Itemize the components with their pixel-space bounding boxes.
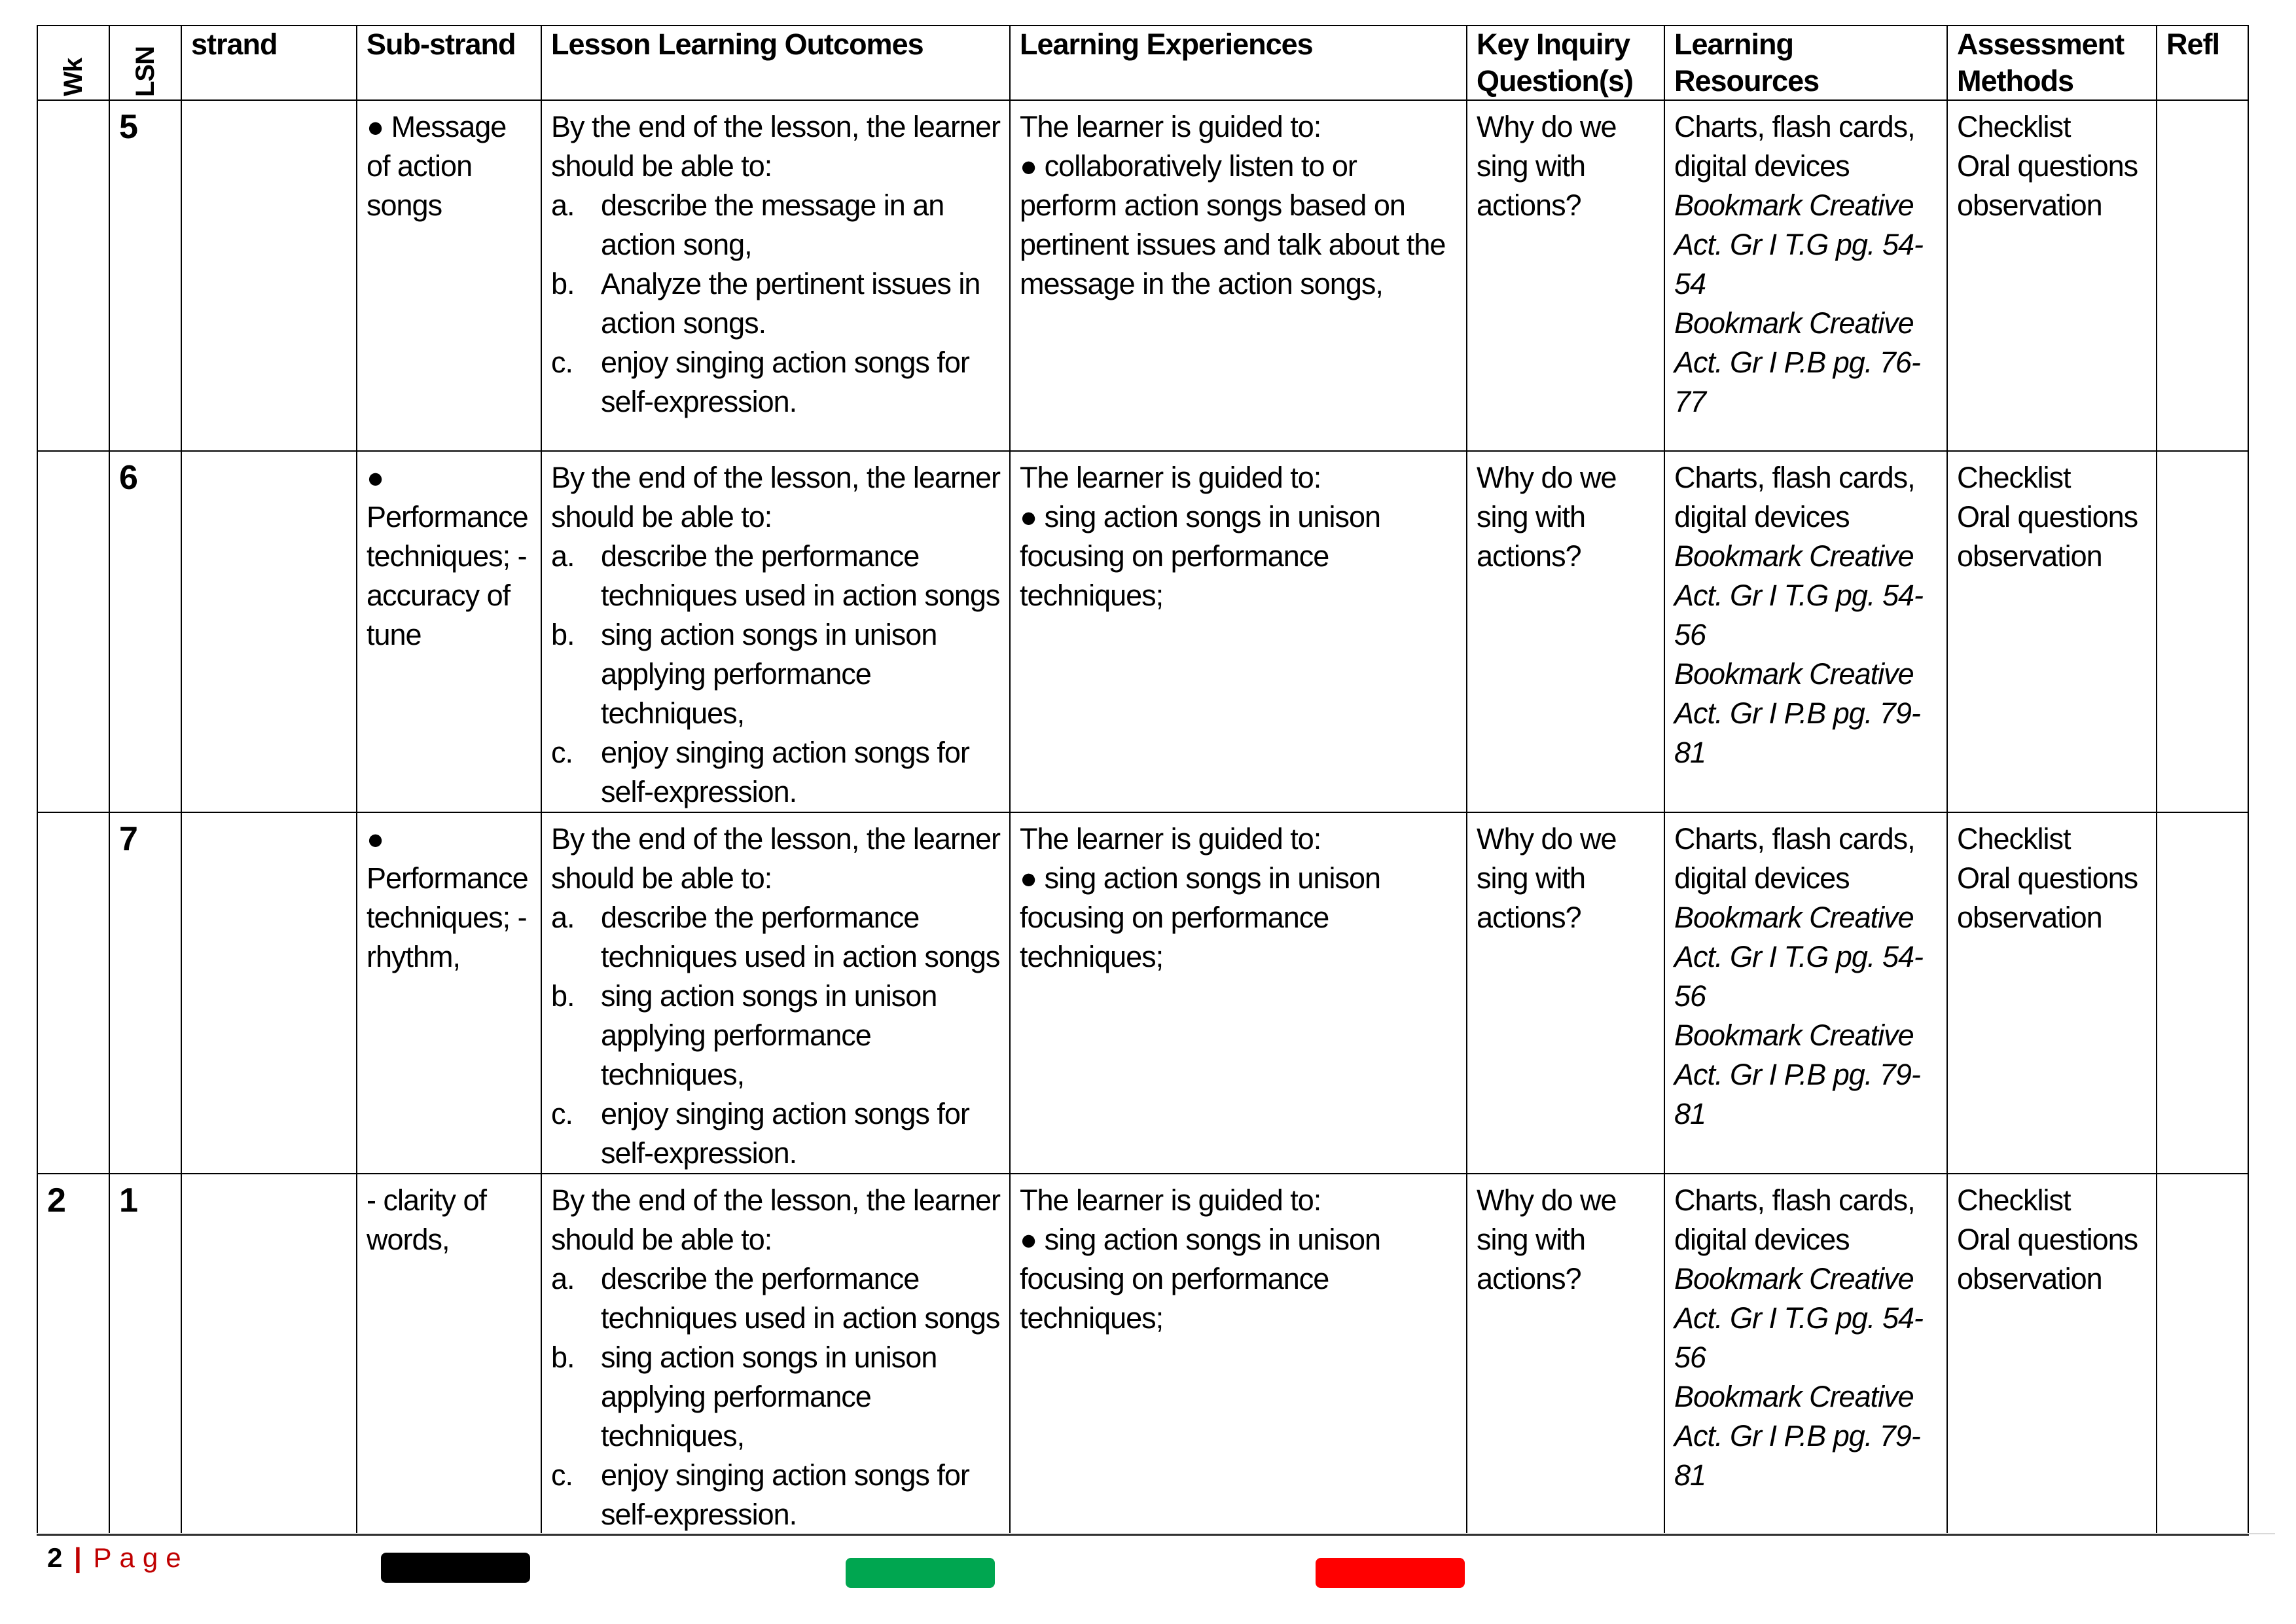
header-learning-experiences: Learning Experiences [1010, 26, 1467, 100]
outcome-intro: By the end of the lesson, the learner should be able to: [551, 110, 1000, 183]
assessment-method: Oral questions [1957, 149, 2138, 183]
experience-intro: The learner is guided to: [1020, 1183, 1321, 1217]
resource-materials: Charts, flash cards, digital devices [1674, 110, 1915, 183]
experience-text: ● collaboratively listen to or perform action songs based on pertinent issues and talk about the message in the action songs, [1020, 149, 1446, 300]
outcome-intro: By the end of the lesson, the learner should be able to: [551, 822, 1000, 895]
outcome-text: describe the performance techniques used in action songs [601, 539, 1000, 612]
learning-outcomes-cell [541, 100, 1010, 451]
experience-intro: The learner is guided to: [1020, 110, 1321, 143]
week-cell [37, 812, 109, 1174]
outcome-marker: b. [551, 267, 575, 300]
outcome-item [551, 1338, 1000, 1456]
header-week [37, 26, 109, 100]
reflection-cell [2157, 812, 2248, 1174]
header-learning-outcomes: Lesson Learning Outcomes [541, 26, 1010, 100]
lesson-number-cell: 5 [109, 100, 181, 451]
experience-text: ● sing action songs in unison focusing on performance techniques; [1020, 500, 1381, 612]
table-row [37, 451, 2248, 812]
outcome-text: describe the performance techniques used in action songs [601, 901, 1000, 973]
key-inquiry-cell: Why do we sing with actions? [1467, 1174, 1664, 1535]
outcome-marker: c. [551, 736, 573, 769]
reflection-cell [2157, 100, 2248, 451]
header-key-inquiry: Key Inquiry Question(s) [1467, 26, 1664, 100]
strand-cell [181, 1174, 357, 1535]
assessment-cell [1947, 451, 2157, 812]
outcome-list [551, 537, 1000, 812]
outcome-marker: a. [551, 539, 575, 573]
assessment-method: observation [1957, 539, 2102, 573]
week-cell [37, 100, 109, 451]
learning-experiences-cell [1010, 451, 1467, 812]
table-row [37, 100, 2248, 451]
assessment-method: observation [1957, 189, 2102, 222]
outcome-marker: c. [551, 346, 573, 379]
outcome-marker: b. [551, 618, 575, 651]
table-row [37, 812, 2248, 1174]
outcome-text: sing action songs in unison applying performance techniques, [601, 618, 937, 730]
assessment-method: observation [1957, 901, 2102, 934]
learning-experiences-cell [1010, 812, 1467, 1174]
table-row [37, 1174, 2248, 1535]
outcome-text: sing action songs in unison applying performance techniques, [601, 1341, 937, 1453]
flag-bar-green [846, 1558, 995, 1588]
assessment-method: observation [1957, 1262, 2102, 1295]
sub-strand-cell: ● Message of action songs [357, 100, 541, 451]
outcome-marker: c. [551, 1097, 573, 1130]
week-cell: 2 [37, 1174, 109, 1535]
assessment-method: Oral questions [1957, 1223, 2138, 1256]
header-sub-strand: Sub-strand [357, 26, 541, 100]
resource-reference: Bookmark Creative Act. Gr I P.B pg. 76-77 [1674, 306, 1920, 418]
outcome-list [551, 1259, 1000, 1534]
learning-outcomes-cell [541, 812, 1010, 1174]
outcome-item [551, 343, 1000, 422]
learning-outcomes-cell [541, 451, 1010, 812]
outcome-text: enjoy singing action songs for self-expression. [601, 736, 969, 808]
page-footer [47, 1540, 189, 1576]
experience-text: ● sing action songs in unison focusing on performance techniques; [1020, 861, 1381, 973]
scheme-of-work-table [37, 25, 2249, 1536]
outcome-marker: a. [551, 189, 575, 222]
header-lesson-label: LSN [131, 46, 160, 97]
assessment-method: Oral questions [1957, 861, 2138, 895]
outcome-item [551, 733, 1000, 812]
outcome-item [551, 1456, 1000, 1534]
outcome-text: enjoy singing action songs for self-expression. [601, 1458, 969, 1531]
lesson-number-cell: 7 [109, 812, 181, 1174]
scheme-of-work-sheet [37, 25, 2248, 1536]
assessment-method: Checklist [1957, 461, 2071, 494]
outcome-text: enjoy singing action songs for self-expression. [601, 346, 969, 418]
outcome-marker: a. [551, 1262, 575, 1295]
learning-resources-cell [1664, 100, 1947, 451]
resource-reference: Bookmark Creative Act. Gr I T.G pg. 54-54 [1674, 189, 1923, 300]
resource-reference: Bookmark Creative Act. Gr I P.B pg. 79-81 [1674, 1380, 1920, 1492]
lesson-number-cell: 1 [109, 1174, 181, 1535]
resource-reference: Bookmark Creative Act. Gr I T.G pg. 54-56 [1674, 901, 1923, 1013]
outcome-item [551, 615, 1000, 733]
outcome-text: enjoy singing action songs for self-expression. [601, 1097, 969, 1170]
outcome-list [551, 186, 1000, 422]
sub-strand-cell: ● Performance techniques; - accuracy of tune [357, 451, 541, 812]
header-lesson [109, 26, 181, 100]
resource-reference: Bookmark Creative Act. Gr I P.B pg. 79-81 [1674, 1019, 1920, 1130]
learning-resources-cell [1664, 812, 1947, 1174]
page-number: 2 [47, 1542, 63, 1573]
header-week-label: Wk [59, 58, 88, 96]
outcome-item [551, 264, 1000, 343]
strand-cell [181, 812, 357, 1174]
lesson-number-cell: 6 [109, 451, 181, 812]
outcome-marker: b. [551, 979, 575, 1013]
learning-resources-cell [1664, 451, 1947, 812]
outcome-item [551, 898, 1000, 977]
strand-cell [181, 100, 357, 451]
reflection-cell [2157, 451, 2248, 812]
outcome-marker: b. [551, 1341, 575, 1374]
strand-cell [181, 451, 357, 812]
reflection-cell [2157, 1174, 2248, 1535]
outcome-intro: By the end of the lesson, the learner should be able to: [551, 1183, 1000, 1256]
key-inquiry-cell: Why do we sing with actions? [1467, 812, 1664, 1174]
flag-bar-red [1316, 1558, 1465, 1588]
page-separator: | [74, 1542, 82, 1573]
key-inquiry-cell: Why do we sing with actions? [1467, 451, 1664, 812]
resource-materials: Charts, flash cards, digital devices [1674, 461, 1915, 533]
outcome-intro: By the end of the lesson, the learner should be able to: [551, 461, 1000, 533]
outcome-item [551, 186, 1000, 264]
header-strand: strand [181, 26, 357, 100]
outcome-item [551, 537, 1000, 615]
outcome-text: Analyze the pertinent issues in action songs. [601, 267, 980, 340]
resource-reference: Bookmark Creative Act. Gr I T.G pg. 54-56 [1674, 1262, 1923, 1374]
assessment-cell [1947, 100, 2157, 451]
assessment-method: Oral questions [1957, 500, 2138, 533]
outcome-item [551, 1094, 1000, 1173]
experience-intro: The learner is guided to: [1020, 461, 1321, 494]
outcome-text: describe the performance techniques used in action songs [601, 1262, 1000, 1335]
header-reflection: Refl [2157, 26, 2248, 100]
footer-divider [37, 1533, 2275, 1534]
assessment-method: Checklist [1957, 1183, 2071, 1217]
assessment-cell [1947, 1174, 2157, 1535]
key-inquiry-cell: Why do we sing with actions? [1467, 100, 1664, 451]
flag-bar-black [381, 1553, 530, 1583]
learning-outcomes-cell [541, 1174, 1010, 1535]
header-assessment: Assessment Methods [1947, 26, 2157, 100]
resource-materials: Charts, flash cards, digital devices [1674, 822, 1915, 895]
experience-text: ● sing action songs in unison focusing on performance techniques; [1020, 1223, 1381, 1335]
sub-strand-cell: - clarity of words, [357, 1174, 541, 1535]
week-cell [37, 451, 109, 812]
outcome-item [551, 977, 1000, 1094]
resource-materials: Charts, flash cards, digital devices [1674, 1183, 1915, 1256]
sub-strand-cell: ● Performance techniques; - rhythm, [357, 812, 541, 1174]
assessment-method: Checklist [1957, 110, 2071, 143]
assessment-method: Checklist [1957, 822, 2071, 856]
outcome-list [551, 898, 1000, 1173]
assessment-cell [1947, 812, 2157, 1174]
outcome-marker: c. [551, 1458, 573, 1492]
header-learning-resources: Learning Resources [1664, 26, 1947, 100]
resource-reference: Bookmark Creative Act. Gr I P.B pg. 79-81 [1674, 657, 1920, 769]
table-header-row [37, 26, 2248, 100]
outcome-marker: a. [551, 901, 575, 934]
learning-experiences-cell [1010, 1174, 1467, 1535]
resource-reference: Bookmark Creative Act. Gr I T.G pg. 54-56 [1674, 539, 1923, 651]
outcome-text: describe the message in an action song, [601, 189, 944, 261]
outcome-item [551, 1259, 1000, 1338]
outcome-text: sing action songs in unison applying performance techniques, [601, 979, 937, 1091]
experience-intro: The learner is guided to: [1020, 822, 1321, 856]
page-label: Page [93, 1542, 189, 1573]
learning-experiences-cell [1010, 100, 1467, 451]
learning-resources-cell [1664, 1174, 1947, 1535]
